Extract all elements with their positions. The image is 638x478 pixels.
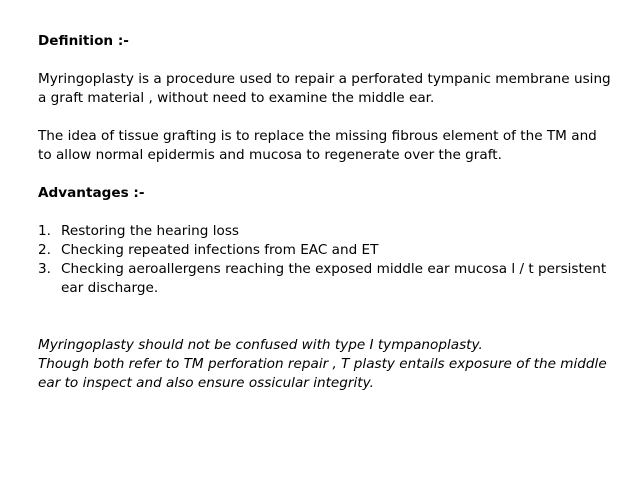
list-item-text: Restoring the hearing loss [61,223,239,239]
advantages-heading: Advantages :- [38,185,145,201]
list-item [38,222,613,241]
list-item-text: Checking aeroallergens reaching the exposed middle ear mucosa l / t persistent ear discharge. [61,261,607,296]
spacer [38,51,613,70]
list-item-number: 2. [38,242,51,258]
list-item-text: Checking repeated infections from EAC and ET [61,242,379,258]
list-item [38,260,613,298]
spacer [38,165,613,184]
list-item [38,241,613,260]
note-line-1: Myringoplasty should not be confused with type I tympanoplasty. [38,337,483,353]
definition-heading: Definition :- [38,33,129,49]
spacer [38,203,613,222]
list-item-number: 1. [38,223,51,239]
note-line-2: Though both refer to TM perforation repair , T plasty entails exposure of the middle ear to inspect and also ensure ossicular integrity. [38,356,607,391]
spacer [38,108,613,127]
advantages-list [38,222,613,298]
list-item-number: 3. [38,261,51,277]
spacer [38,298,613,336]
slide-content [38,32,613,393]
definition-paragraph: Myringoplasty is a procedure used to repair a perforated tympanic membrane using a graft material , without need to examine the middle ear. [38,71,611,106]
grafting-paragraph: The idea of tissue grafting is to replace the missing fibrous element of the TM and to allow normal epidermis and mucosa to regenerate over the graft. [38,128,597,163]
